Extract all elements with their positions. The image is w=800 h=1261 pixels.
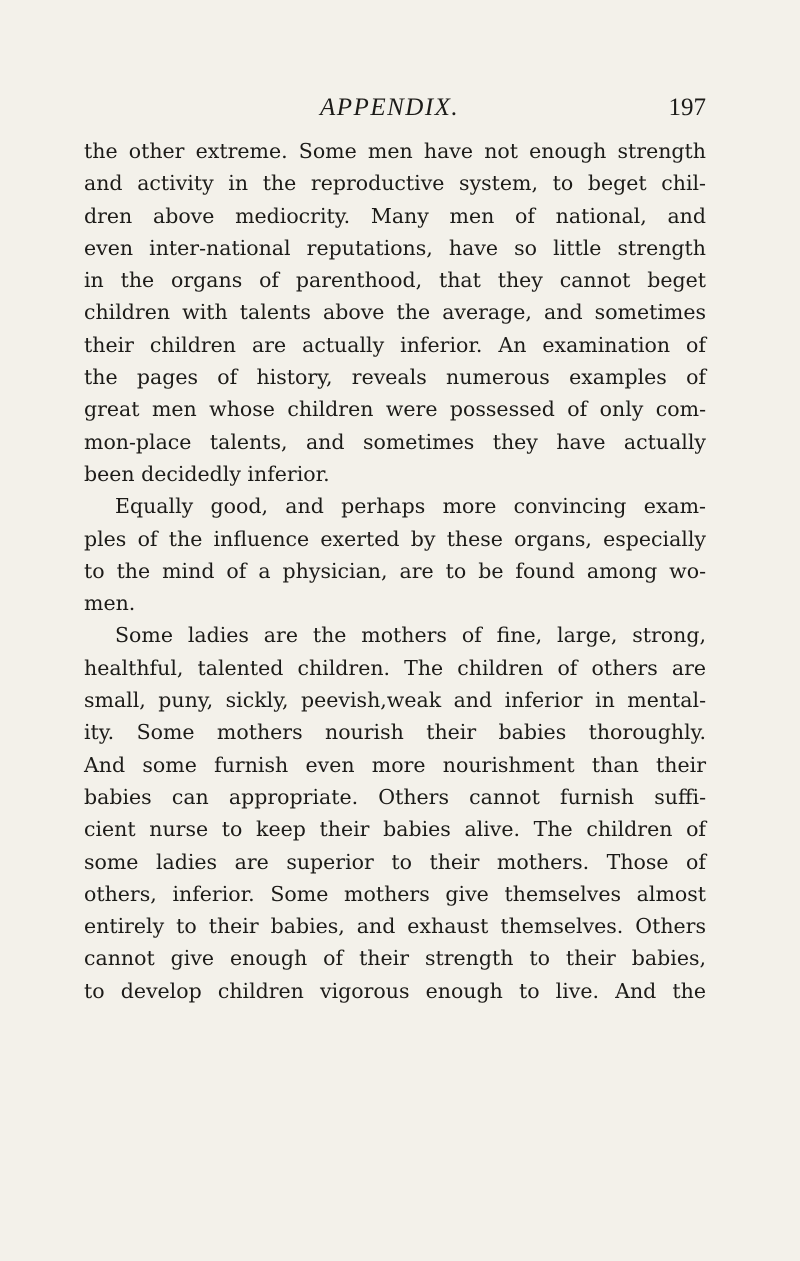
text-line: dren above mediocrity. Many men of national, and	[84, 203, 706, 228]
text-line: babies can appropriate. Others cannot furnish suffi-	[84, 784, 706, 809]
text-line: and activity in the reproductive system, to beget chil-	[84, 171, 706, 196]
text-line: in the organs of parenthood, that they cannot beget	[84, 268, 706, 293]
text-line: ity. Some mothers nourish their babies thoroughly.	[84, 720, 706, 745]
text-line: to the mind of a physician, are to be found among wo-	[84, 558, 706, 583]
text-line: to develop children vigorous enough to live. And the	[84, 978, 706, 1003]
text-line: the pages of history, reveals numerous examples of	[84, 365, 706, 390]
text-line: cient nurse to keep their babies alive. The children of	[84, 817, 706, 842]
text-line: small, puny, sickly, peevish,weak and inferior in mental-	[84, 688, 706, 713]
text-line: ples of the influence exerted by these organs, especially	[84, 526, 706, 551]
text-line: been decidedly inferior.	[84, 461, 330, 486]
running-head	[84, 94, 706, 124]
body-text	[84, 135, 706, 1007]
text-line: some ladies are superior to their mothers. Those of	[84, 849, 706, 874]
text-line: others, inferior. Some mothers give themselves almost	[84, 881, 706, 906]
text-line: Equally good, and perhaps more convincing exam-	[115, 494, 706, 519]
text-line: their children are actually inferior. An examination of	[84, 332, 706, 357]
text-line: mon-place talents, and sometimes they have actually	[84, 429, 706, 454]
page-number: 197	[668, 94, 706, 121]
text-line: even inter-national reputations, have so little strength	[84, 235, 706, 260]
text-line: Some ladies are the mothers of fine, large, strong,	[115, 623, 706, 648]
text-line: healthful, talented children. The children of others are	[84, 655, 706, 680]
text-line: cannot give enough of their strength to their babies,	[84, 946, 706, 971]
text-line: men.	[84, 591, 136, 616]
text-line: children with talents above the average, and sometimes	[84, 300, 706, 325]
running-title: APPENDIX.	[320, 94, 460, 121]
text-line: entirely to their babies, and exhaust themselves. Others	[84, 914, 706, 939]
text-line: the other extreme. Some men have not enough strength	[84, 139, 706, 163]
text-line: And some furnish even more nourishment than their	[84, 752, 706, 777]
text-line: great men whose children were possessed of only com-	[84, 397, 706, 422]
